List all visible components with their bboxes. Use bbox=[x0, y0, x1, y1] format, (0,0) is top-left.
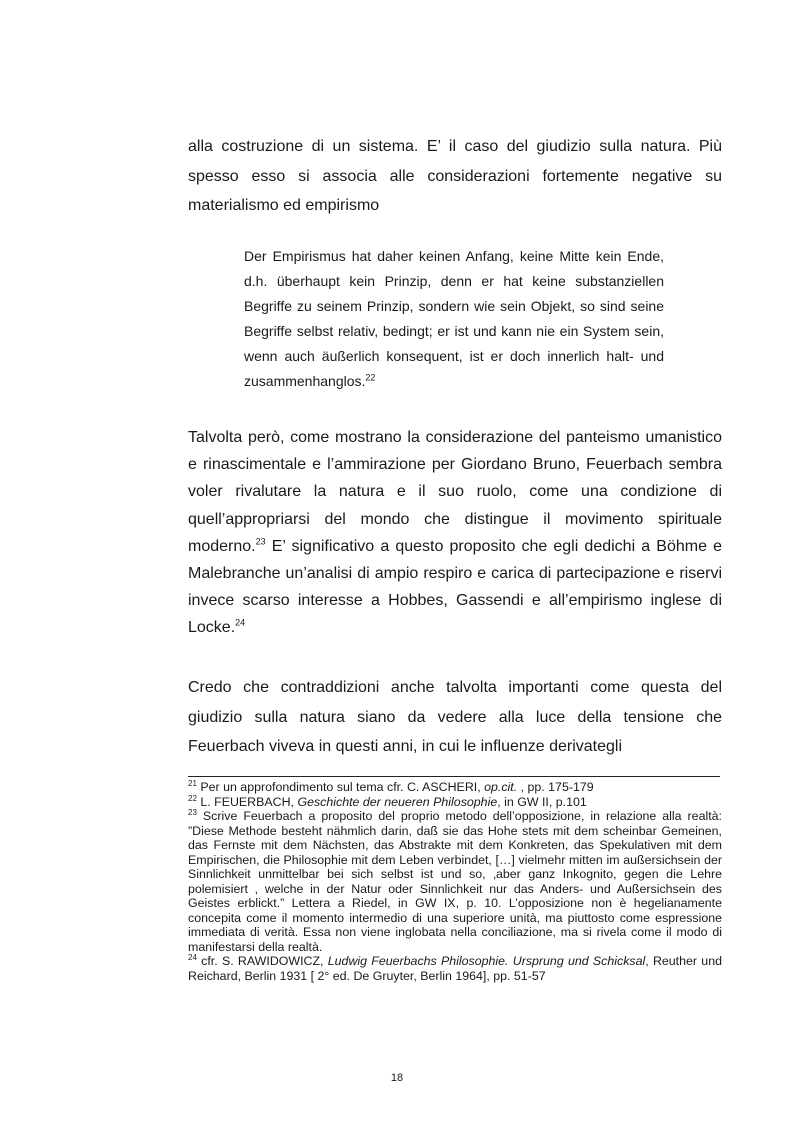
footnote-divider bbox=[188, 776, 720, 777]
footnote-22 bbox=[188, 795, 722, 810]
footnote-italic: op.cit. bbox=[484, 780, 518, 794]
footnote-text: cfr. S. RAWIDOWICZ, bbox=[201, 954, 328, 968]
footnote-number: 22 bbox=[188, 793, 197, 803]
footnote-21 bbox=[188, 780, 722, 795]
page-number: 18 bbox=[390, 1072, 404, 1084]
footnote-ref-23[interactable]: 23 bbox=[255, 536, 266, 547]
footnote-italic: Geschichte der neueren Philosophie bbox=[297, 794, 498, 809]
footnote-24 bbox=[188, 954, 722, 983]
footnote-text-end: , pp. 175-179 bbox=[517, 780, 594, 794]
footnote-text-end: , Reuther und Reichard, Berlin 1931 [ 2° ed. De Gruyter, Berlin 1964], pp. 51-57 bbox=[188, 954, 722, 983]
footnote-number: 24 bbox=[188, 952, 197, 962]
footnote-ref-22[interactable]: 22 bbox=[365, 372, 376, 383]
footnote-text: Per un approfondimento sul tema cfr. C. ASCHERI, bbox=[200, 780, 485, 794]
paragraph-2-part-b: E’ significativo a questo proposito che egli dedichi a Böhme e Malebranche un’analisi di ampio respiro e carica di partecipazione e riservi invece scarso interesse a Hobbes, Gassendi e all’empirismo inglese di Locke. bbox=[188, 537, 722, 637]
footnote-italic: Ludwig Feuerbachs Philosophie. Ursprung und Schicksal bbox=[327, 954, 646, 968]
paragraph-1: alla costruzione di un sistema. E’ il caso del giudizio sulla natura. Più spesso esso si associa alle considerazioni fortemente negative su materialismo ed empirismo bbox=[188, 138, 722, 214]
block-quote bbox=[244, 244, 664, 394]
footnote-ref-24[interactable]: 24 bbox=[235, 618, 246, 629]
footnote-text-end: , in GW II, p.101 bbox=[497, 794, 587, 809]
footnote-number: 21 bbox=[188, 778, 197, 788]
paragraph-2-part-a: Talvolta però, come mostrano la considerazione del panteismo umanistico e rinascimentale e l’ammirazione per Giordano Bruno, Feuerbach sembra voler rivalutare la natura e il suo ruolo, come una condizione di quell’appropriarsi del mondo che distingue il movimento spirituale moderno. bbox=[188, 429, 722, 555]
paragraph-2 bbox=[188, 424, 722, 642]
footnote-text: Scrive Feuerbach a proposito del proprio metodo dell’opposizione, in relazione alla realtà: ”Diese Methode besteht nähmlich darin, daß sie das Hohe stets mit dem scheinbar Gemeinen, das Fernste mit dem Nächsten, das Abstrakte mit dem Konkreten, das Spekulativen mit dem Empirischen, die Philosophie mit dem Leben verbindet, […] vielmehr mitten im außersichsein der Sinnlichkeit unmittelbar bei sich selbst ist und so, ‚aber ganz Inkognito, gegen die Lehre polemisiert , welche in der Natur oder Sinnlichkeit nur das Anders- und Außersichsein des Geistes erblickt.” Lettera a Riedel, in GW IX, p. 10. L’opposizione non è hegelianamente concepita come il momento intermedio di una superiore unità, ma piuttosto come espressione immediata di verità. Essa non viene inglobata nella conciliazione, ma si rivela come il modo di manifestarsi della realtà. bbox=[188, 809, 722, 954]
footnote-text: L. FEUERBACH, bbox=[200, 794, 298, 809]
footnote-23 bbox=[188, 809, 722, 954]
block-quote-text: Der Empirismus hat daher keinen Anfang, keine Mitte kein Ende, d.h. überhaupt kein Prinzip, denn er hat keine substanziellen Begriffe zu seinem Prinzip, sondern wie sein Objekt, so sind seine Begriffe selbst relativ, bedingt; er ist und kann nie ein System sein, wenn auch äußerlich konsequent, ist er doch innerlich halt- und zusammenhanglos. bbox=[244, 248, 664, 389]
footnote-number: 23 bbox=[188, 807, 197, 817]
footnotes bbox=[188, 780, 722, 983]
paragraph-3: Credo che contraddizioni anche talvolta importanti come questa del giudizio sulla natura siano da vedere alla luce della tensione che Feuerbach viveva in questi anni, in cui le influenze derivategli bbox=[188, 679, 722, 755]
